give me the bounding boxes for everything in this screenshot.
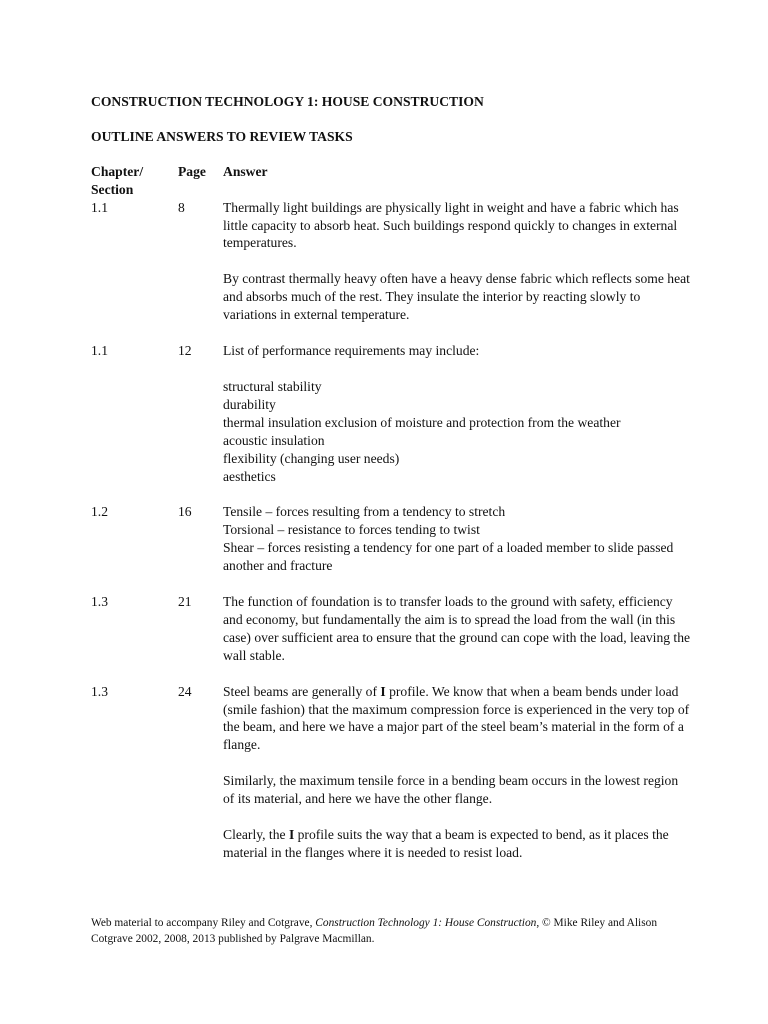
text-run: profile. We know that when a beam bends under load (smile fashion) that the maximum compression force is experienced in the very top of the beam, and here we have a major part of the steel beam’s material in the form of a flange. bbox=[223, 683, 690, 753]
row-page: 12 bbox=[178, 343, 192, 359]
i-profile-bold: I bbox=[380, 683, 386, 699]
book-title: Construction Technology 1: House Construction bbox=[315, 917, 537, 929]
column-header-answer: Answer bbox=[223, 163, 268, 179]
document-title: CONSTRUCTION TECHNOLOGY 1: HOUSE CONSTRUCTION bbox=[91, 94, 484, 109]
requirements-list bbox=[223, 378, 691, 485]
list-item: structural stability bbox=[223, 378, 322, 394]
row-section: 1.3 bbox=[91, 683, 108, 699]
row-section: 1.2 bbox=[91, 504, 108, 520]
row-answer bbox=[223, 593, 691, 665]
row-page: 16 bbox=[178, 504, 192, 520]
answer-paragraph: By contrast thermally heavy often have a heavy dense fabric which reflects some heat and absorbs much of the rest. They insulate the interior by reacting slowly to variations in external temperature. bbox=[223, 271, 690, 323]
i-profile-bold: I bbox=[288, 827, 295, 843]
row-section: 1.1 bbox=[91, 343, 108, 359]
answer-paragraph: Similarly, the maximum tensile force in a bending beam occurs in the lowest region of its material, and here we have the other flange. bbox=[223, 773, 679, 807]
list-item: aesthetics bbox=[223, 468, 276, 484]
table-header bbox=[91, 163, 691, 199]
row-answer bbox=[223, 503, 691, 575]
row-page: 24 bbox=[178, 683, 192, 699]
document-subtitle: OUTLINE ANSWERS TO REVIEW TASKS bbox=[91, 128, 353, 144]
list-item: acoustic insulation bbox=[223, 432, 325, 448]
list-item: durability bbox=[223, 396, 276, 412]
column-header-page: Page bbox=[178, 163, 206, 179]
force-definition: Torsional – resistance to forces tending to twist bbox=[223, 522, 480, 538]
table-row bbox=[91, 683, 691, 862]
answer-paragraph bbox=[223, 826, 691, 862]
list-item: thermal insulation exclusion of moisture and protection from the weather bbox=[223, 414, 621, 430]
text-run: Clearly, the bbox=[223, 827, 289, 843]
text-run: Steel beams are generally of bbox=[223, 683, 381, 699]
row-answer bbox=[223, 683, 691, 862]
table-row bbox=[91, 199, 691, 324]
page-footer bbox=[91, 916, 691, 947]
row-page: 8 bbox=[178, 199, 185, 215]
text-run: profile suits the way that a beam is expected to bend, as it places the material in the flanges where it is needed to resist load. bbox=[223, 827, 669, 860]
table-row bbox=[91, 503, 691, 575]
row-answer bbox=[223, 199, 691, 324]
footer-text: Web material to accompany Riley and Cotgrave, bbox=[91, 917, 316, 929]
document-page bbox=[91, 93, 691, 880]
footer-text: , © Mike Riley and Alison Cotgrave 2002, 2008, 2013 published by Palgrave Macmillan. bbox=[91, 917, 658, 945]
answer-paragraph bbox=[223, 683, 691, 755]
list-item: flexibility (changing user needs) bbox=[223, 450, 400, 466]
answer-intro: List of performance requirements may include: bbox=[223, 343, 480, 359]
force-definition: Tensile – forces resulting from a tendency to stretch bbox=[223, 504, 506, 520]
row-section: 1.1 bbox=[91, 199, 108, 215]
answer-paragraph: Thermally light buildings are physically light in weight and have a fabric which has little capacity to absorb heat. Such buildings respond quickly to changes in external temperatures. bbox=[223, 199, 679, 251]
table-row bbox=[91, 593, 691, 665]
force-definition: Shear – forces resisting a tendency for one part of a loaded member to slide passed another and fracture bbox=[223, 540, 674, 574]
column-header-section: Chapter/ Section bbox=[91, 163, 144, 197]
answer-paragraph: The function of foundation is to transfer loads to the ground with safety, efficiency and economy, but fundamentally the aim is to spread the load from the wall (in this case) over sufficient area to ensure that the ground can cope with the load, leaving the wall stable. bbox=[223, 594, 691, 663]
row-section: 1.3 bbox=[91, 594, 108, 610]
row-page: 21 bbox=[178, 594, 192, 610]
table-row bbox=[91, 342, 691, 485]
row-answer bbox=[223, 342, 691, 485]
